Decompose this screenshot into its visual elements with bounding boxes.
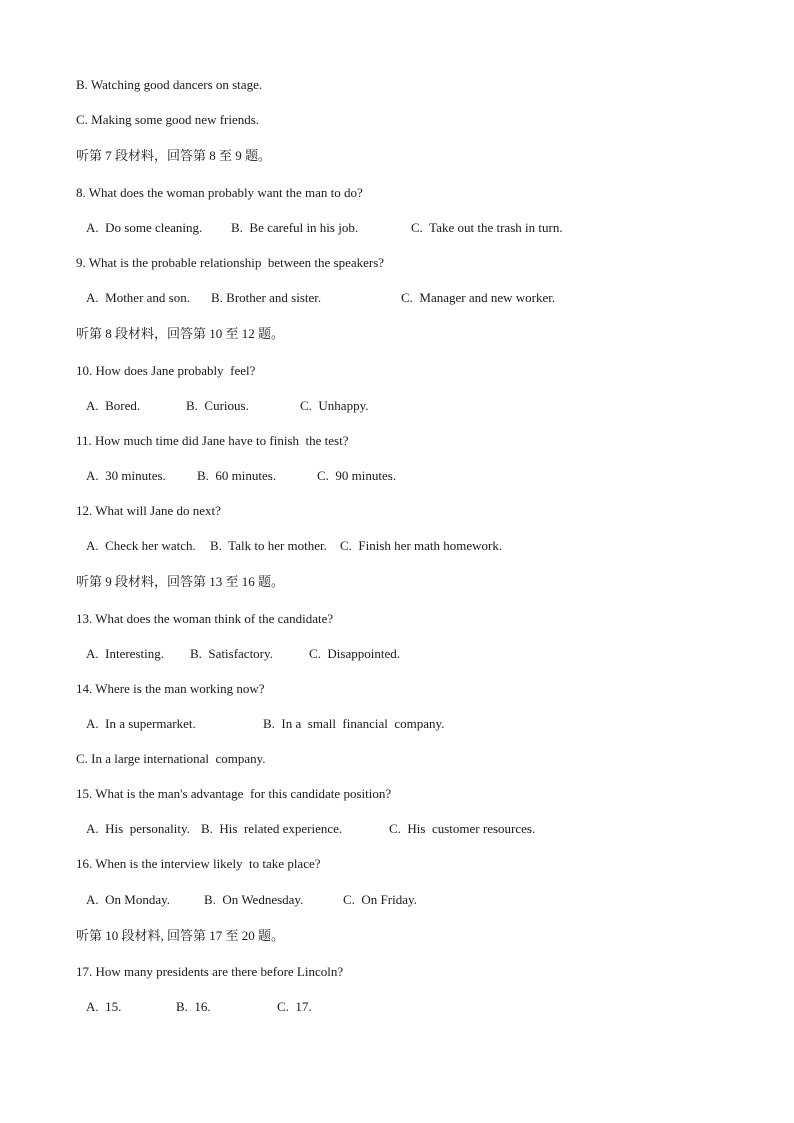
- q10-option-b: B. Curious.: [186, 398, 249, 413]
- question-12: 12. What will Jane do next?: [76, 503, 221, 518]
- q15-option-b: B. His related experience.: [201, 821, 343, 836]
- q13-option-c: C. Disappointed.: [309, 646, 400, 661]
- q12-option-c: C. Finish her math homework.: [340, 538, 503, 553]
- q11-option-b: B. 60 minutes.: [197, 468, 277, 483]
- question-15: 15. What is the man's advantage for this candidate position?: [76, 786, 392, 801]
- option-line-b: B. Watching good dancers on stage.: [76, 77, 263, 92]
- q12-option-a: A. Check her watch.: [86, 538, 196, 553]
- q9-option-b: B. Brother and sister.: [211, 290, 322, 305]
- question-16: 16. When is the interview likely to take place?: [76, 856, 321, 871]
- question-9: 9. What is the probable relationship between the speakers?: [76, 255, 385, 270]
- q8-option-a: A. Do some cleaning.: [86, 220, 203, 235]
- section-heading-10: 听第 10 段材料, 回答第 17 至 20 题。: [76, 928, 285, 943]
- q10-option-a: A. Bored.: [86, 398, 141, 413]
- section-heading-9: 听第 9 段材料，回答第 13 至 16 题。: [76, 574, 285, 589]
- q9-option-a: A. Mother and son.: [86, 290, 190, 305]
- q15-option-a: A. His personality.: [86, 821, 190, 836]
- q16-option-c: C. On Friday.: [343, 892, 417, 907]
- q13-option-b: B. Satisfactory.: [190, 646, 273, 661]
- q9-option-c: C. Manager and new worker.: [401, 290, 556, 305]
- section-heading-7: 听第 7 段材料，回答第 8 至 9 题。: [76, 148, 272, 163]
- q16-option-b: B. On Wednesday.: [204, 892, 304, 907]
- q11-option-a: A. 30 minutes.: [86, 468, 166, 483]
- section-heading-8: 听第 8 段材料，回答第 10 至 12 题。: [76, 326, 285, 341]
- question-13: 13. What does the woman think of the candidate?: [76, 611, 334, 626]
- question-8: 8. What does the woman probably want the man to do?: [76, 185, 363, 200]
- q14-option-a: A. In a supermarket.: [86, 716, 196, 731]
- question-14: 14. Where is the man working now?: [76, 681, 265, 696]
- q17-option-b: B. 16.: [176, 999, 211, 1014]
- q10-option-c: C. Unhappy.: [300, 398, 369, 413]
- question-11: 11. How much time did Jane have to finish the test?: [76, 433, 349, 448]
- q8-option-c: C. Take out the trash in turn.: [411, 220, 563, 235]
- q8-option-b: B. Be careful in his job.: [231, 220, 359, 235]
- q12-option-b: B. Talk to her mother.: [210, 538, 327, 553]
- q14-option-b: B. In a small financial company.: [263, 716, 445, 731]
- q16-option-a: A. On Monday.: [86, 892, 171, 907]
- q15-option-c: C. His customer resources.: [389, 821, 536, 836]
- question-10: 10. How does Jane probably feel?: [76, 363, 256, 378]
- option-line-c: C. Making some good new friends.: [76, 112, 260, 127]
- q17-option-c: C. 17.: [277, 999, 312, 1014]
- q17-option-a: A. 15.: [86, 999, 122, 1014]
- q13-option-a: A. Interesting.: [86, 646, 164, 661]
- q11-option-c: C. 90 minutes.: [317, 468, 397, 483]
- question-17: 17. How many presidents are there before Lincoln?: [76, 964, 344, 979]
- q14-option-c: C. In a large international company.: [76, 751, 266, 766]
